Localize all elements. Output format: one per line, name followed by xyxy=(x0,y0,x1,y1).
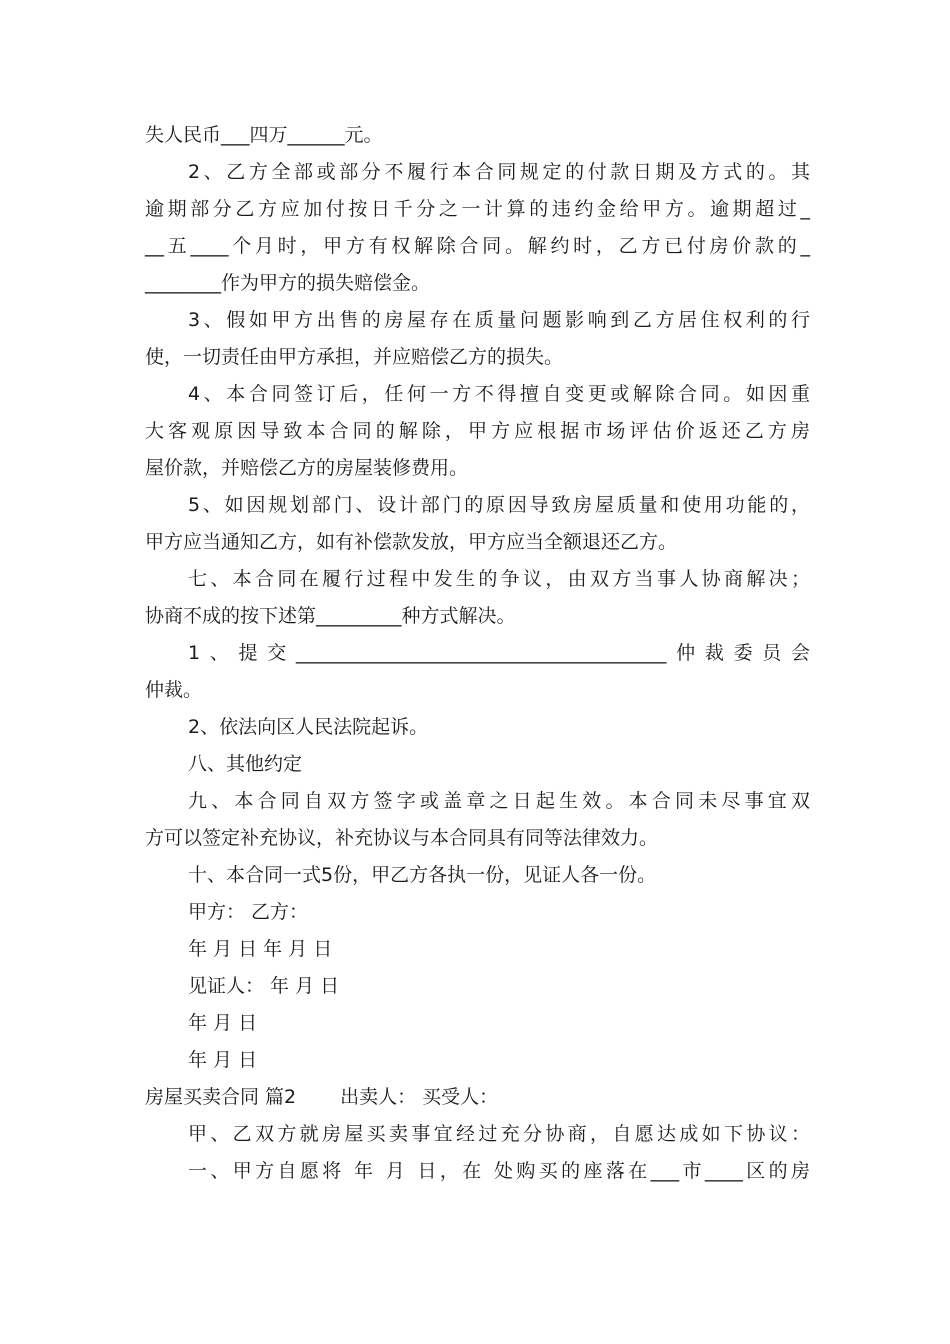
text-line: 屋价款，并赔偿乙方的房屋装修费用。 xyxy=(145,457,469,479)
text-line: 方可以签定补充协议，补充协议与本合同具有同等法律效力。 xyxy=(145,827,659,849)
text-line: 八、其他约定 xyxy=(188,753,303,775)
section2-body xyxy=(145,1116,810,1190)
text-line: 见证人： 年 月 日 xyxy=(188,975,340,997)
text-line: 七、本合同在履行过程中发生的争议，由双方当事人协商解决； xyxy=(188,568,810,590)
text-line: 年 月 日 年 月 日 xyxy=(188,938,333,960)
text-line: 仲裁。 xyxy=(145,679,203,701)
text-line: 年 月 日 xyxy=(188,1049,258,1071)
section-heading-row xyxy=(145,1079,810,1116)
contract-body xyxy=(145,117,810,1079)
text-line: 1、提交_______________________________________仲裁委员会 xyxy=(188,642,810,664)
text-line: 十、本合同一式5份，甲乙方各执一份，见证人各一份。 xyxy=(188,864,657,886)
contract-text xyxy=(145,117,810,1190)
parties-line: 出卖人： 买受人： xyxy=(340,1086,499,1108)
text-line: 一、甲方自愿将 年 月 日，在 处购买的座落在___市____区的房 xyxy=(188,1160,810,1182)
text-line: 使，一切责任由甲方承担，并应赔偿乙方的损失。 xyxy=(145,346,564,368)
text-line: 大客观原因导致本合同的解除，甲方应根据市场评估价返还乙方房 xyxy=(145,420,810,442)
text-line: 协商不成的按下述第_________种方式解决。 xyxy=(145,605,516,627)
section-title: 房屋买卖合同 篇2 xyxy=(145,1086,297,1108)
text-line: 年 月 日 xyxy=(188,1012,258,1034)
text-line: __五____个月时，甲方有权解除合同。解约时，乙方已付房价款的_ xyxy=(145,235,810,257)
text-line: 甲、乙双方就房屋买卖事宜经过充分协商，自愿达成如下协议： xyxy=(188,1123,810,1145)
text-line: 甲方应当通知乙方，如有补偿款发放，甲方应当全额退还乙方。 xyxy=(145,531,678,553)
text-line: ________作为甲方的损失赔偿金。 xyxy=(145,272,431,294)
text-line: 逾期部分乙方应加付按日千分之一计算的违约金给甲方。逾期超过_ xyxy=(145,198,810,220)
text-line: 失人民币___四万______元。 xyxy=(145,124,383,146)
text-line: 2、依法向区人民法院起诉。 xyxy=(188,716,429,738)
text-line: 5、如因规划部门、设计部门的原因导致房屋质量和使用功能的， xyxy=(188,494,810,516)
text-line: 4、本合同签订后，任何一方不得擅自变更或解除合同。如因重 xyxy=(188,383,810,405)
text-line: 3、假如甲方出售的房屋存在质量问题影响到乙方居住权利的行 xyxy=(188,309,810,331)
text-line: 2、乙方全部或部分不履行本合同规定的付款日期及方式的。其 xyxy=(188,161,810,183)
text-line: 甲方： 乙方： xyxy=(188,901,309,923)
text-line: 九、本合同自双方签字或盖章之日起生效。本合同未尽事宜双 xyxy=(188,790,810,812)
